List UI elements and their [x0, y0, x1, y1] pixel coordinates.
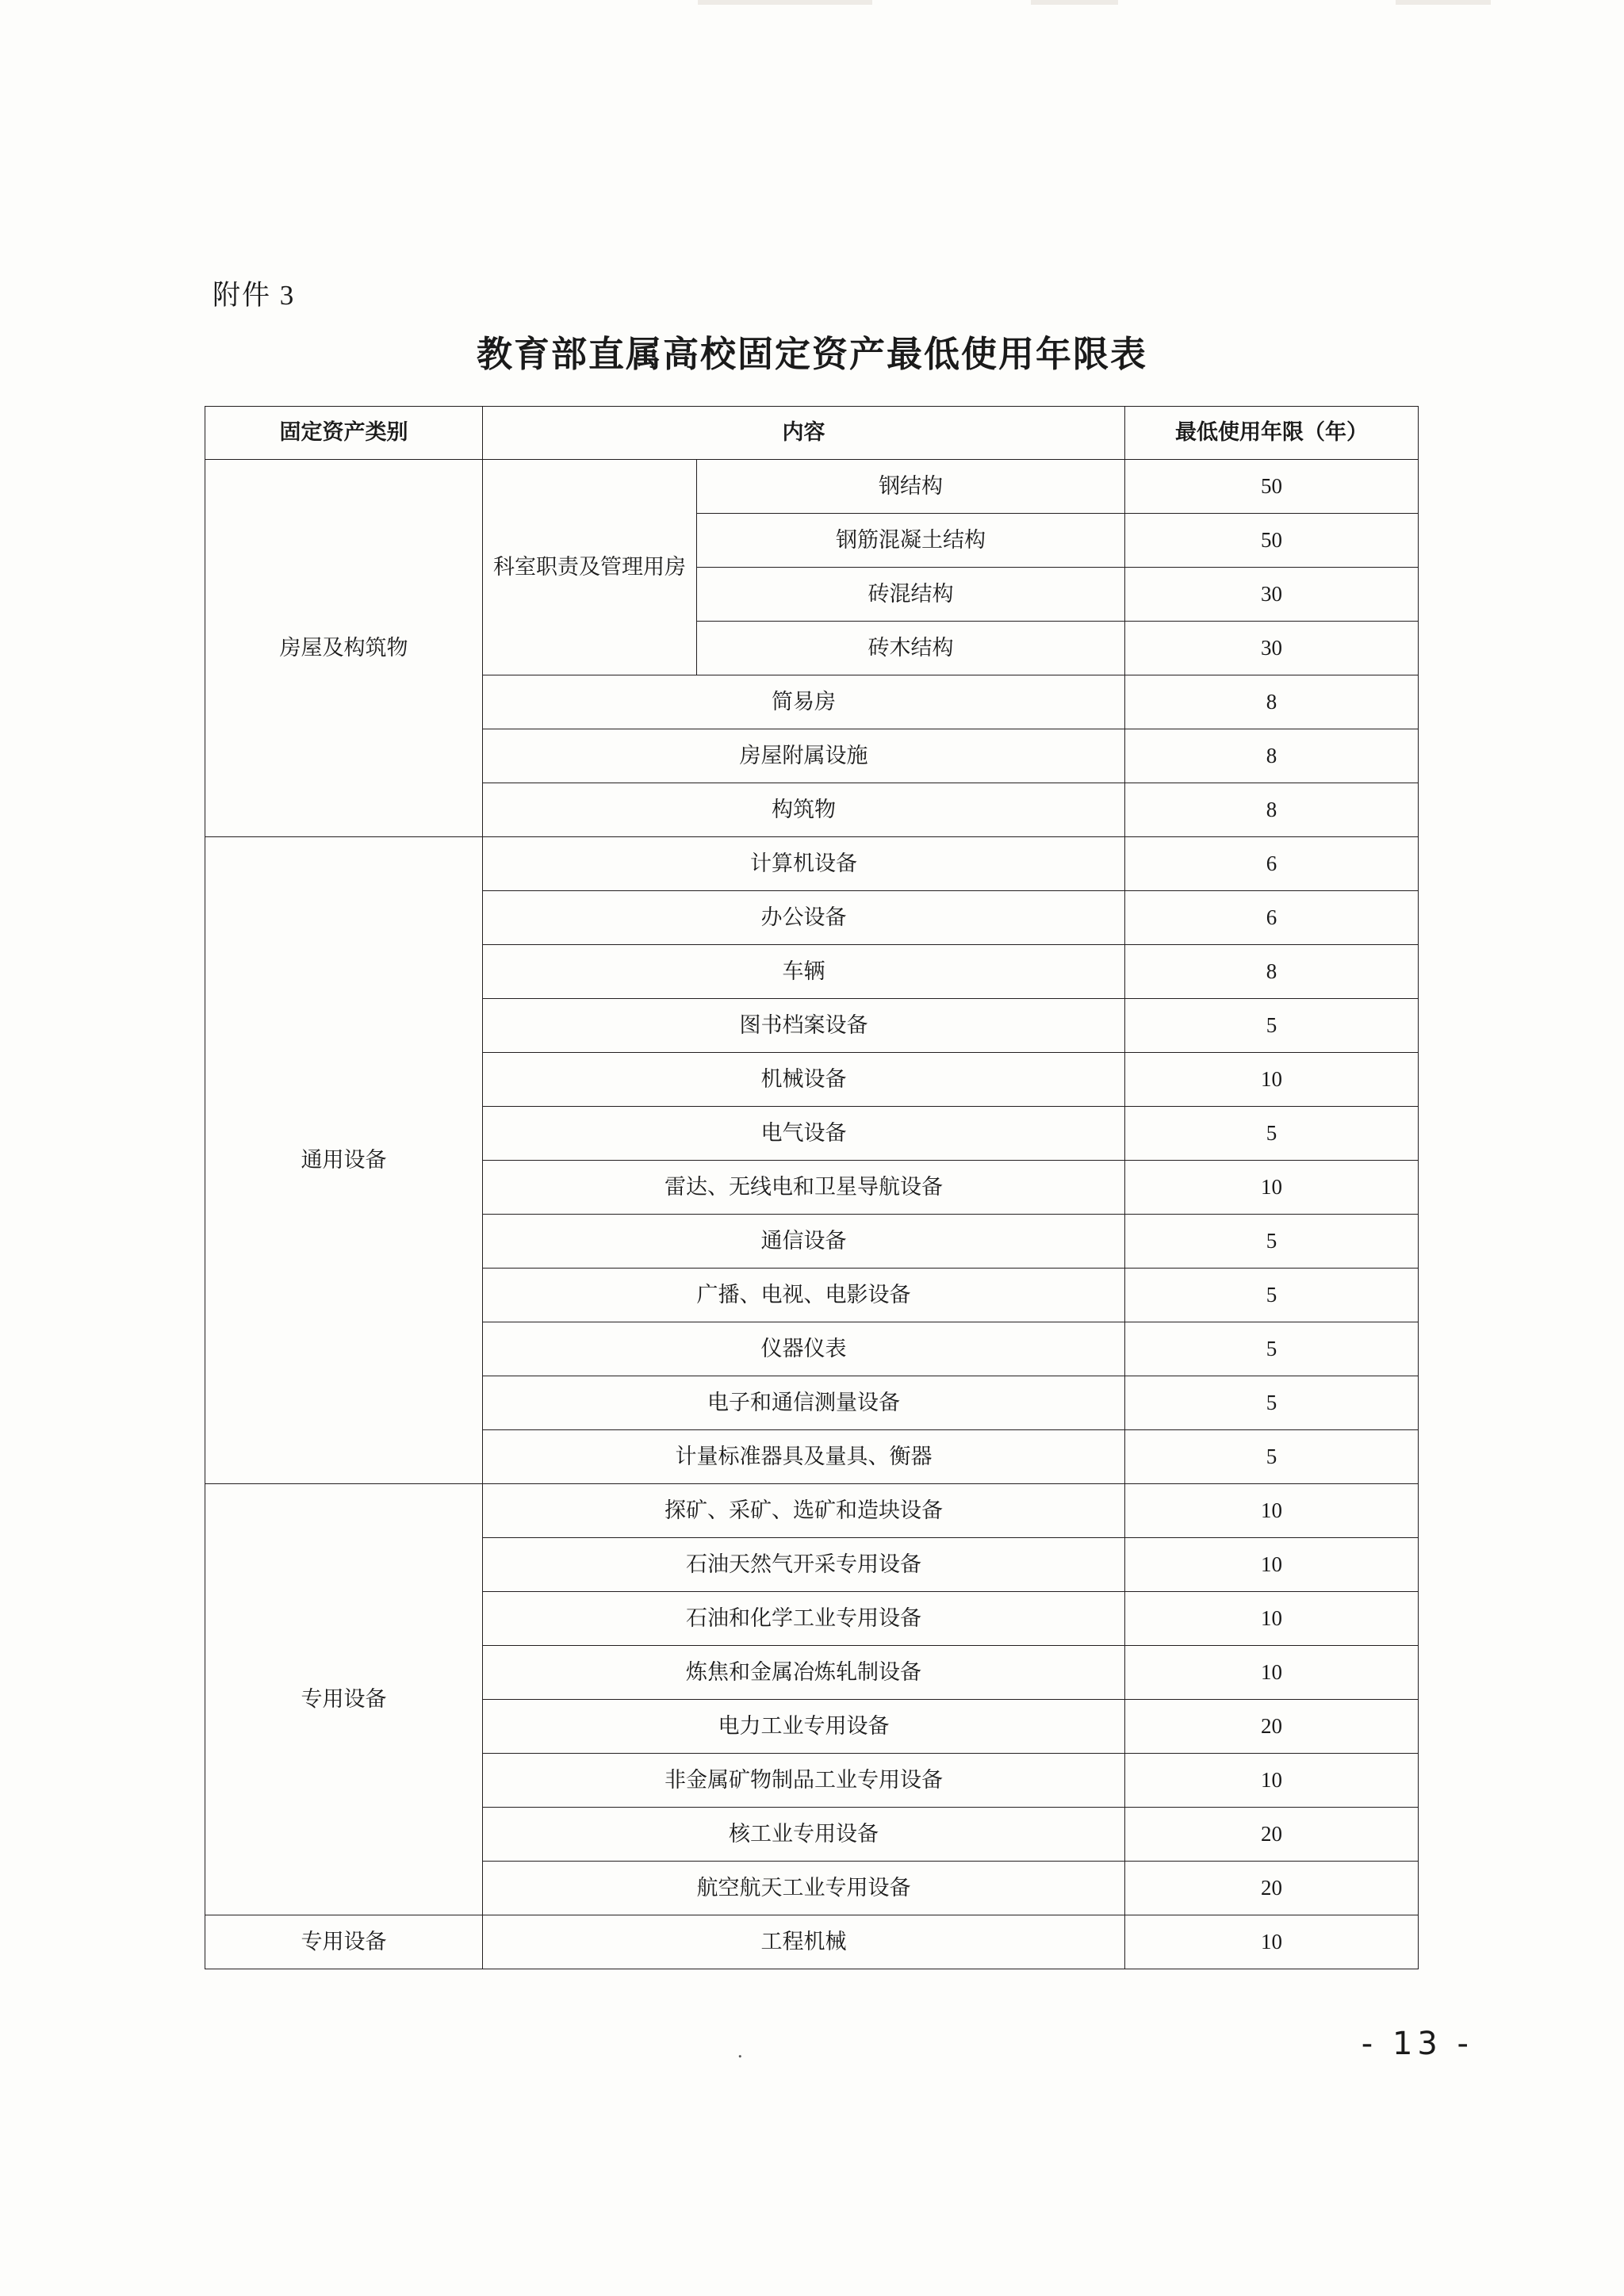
years-cell: 20: [1125, 1700, 1419, 1754]
table-header-row: [205, 407, 1419, 460]
item-cell: 核工业专用设备: [483, 1808, 1125, 1862]
years-cell: 50: [1125, 514, 1419, 568]
fixed-asset-life-table: [205, 406, 1419, 1969]
years-cell: 10: [1125, 1538, 1419, 1592]
years-cell: 5: [1125, 1430, 1419, 1484]
item-cell: 通信设备: [483, 1215, 1125, 1269]
item-cell: 办公设备: [483, 891, 1125, 945]
item-cell: 砖木结构: [697, 622, 1125, 675]
years-cell: 5: [1125, 1107, 1419, 1161]
category-cell: 专用设备: [205, 1915, 483, 1969]
column-header-content: 内容: [483, 407, 1125, 460]
years-cell: 10: [1125, 1484, 1419, 1538]
item-cell: 简易房: [483, 675, 1125, 729]
subgroup-cell: 科室职责及管理用房: [483, 460, 697, 675]
years-cell: 8: [1125, 729, 1419, 783]
years-cell: 30: [1125, 622, 1419, 675]
item-cell: 电力工业专用设备: [483, 1700, 1125, 1754]
table-row: [205, 1484, 1419, 1538]
item-cell: 构筑物: [483, 783, 1125, 837]
item-cell: 车辆: [483, 945, 1125, 999]
item-cell: 工程机械: [483, 1915, 1125, 1969]
page-title: 教育部直属高校固定资产最低使用年限表: [476, 333, 1147, 375]
item-cell: 雷达、无线电和卫星导航设备: [483, 1161, 1125, 1215]
item-cell: 广播、电视、电影设备: [483, 1269, 1125, 1322]
item-cell: 图书档案设备: [483, 999, 1125, 1053]
column-header-category: 固定资产类别: [205, 407, 483, 460]
item-cell: 仪器仪表: [483, 1322, 1125, 1376]
item-cell: 航空航天工业专用设备: [483, 1862, 1125, 1915]
item-cell: 非金属矿物制品工业专用设备: [483, 1754, 1125, 1808]
table-row: [205, 1915, 1419, 1969]
table-row: [205, 460, 1419, 514]
years-cell: 5: [1125, 1376, 1419, 1430]
scan-artifact: [1396, 0, 1491, 5]
years-cell: 8: [1125, 945, 1419, 999]
item-cell: 钢筋混凝土结构: [697, 514, 1125, 568]
years-cell: 5: [1125, 1322, 1419, 1376]
page-number: - 13 -: [1361, 2026, 1473, 2062]
item-cell: 计量标准器具及量具、衡器: [483, 1430, 1125, 1484]
item-cell: 钢结构: [697, 460, 1125, 514]
years-cell: 10: [1125, 1915, 1419, 1969]
years-cell: 20: [1125, 1808, 1419, 1862]
category-cell: 通用设备: [205, 837, 483, 1484]
years-cell: 10: [1125, 1592, 1419, 1646]
item-cell: 房屋附属设施: [483, 729, 1125, 783]
years-cell: 10: [1125, 1646, 1419, 1700]
page-center-mark: .: [737, 2039, 743, 2062]
item-cell: 计算机设备: [483, 837, 1125, 891]
years-cell: 30: [1125, 568, 1419, 622]
item-cell: 石油天然气开采专用设备: [483, 1538, 1125, 1592]
years-cell: 10: [1125, 1053, 1419, 1107]
item-cell: 电子和通信测量设备: [483, 1376, 1125, 1430]
years-cell: 5: [1125, 1215, 1419, 1269]
years-cell: 6: [1125, 891, 1419, 945]
scan-artifact: [698, 0, 872, 5]
table-row: [205, 837, 1419, 891]
scan-artifact: [1031, 0, 1118, 5]
years-cell: 5: [1125, 1269, 1419, 1322]
years-cell: 10: [1125, 1754, 1419, 1808]
years-cell: 10: [1125, 1161, 1419, 1215]
column-header-years: 最低使用年限（年）: [1125, 407, 1419, 460]
item-cell: 砖混结构: [697, 568, 1125, 622]
years-cell: 8: [1125, 783, 1419, 837]
years-cell: 8: [1125, 675, 1419, 729]
item-cell: 探矿、采矿、选矿和造块设备: [483, 1484, 1125, 1538]
item-cell: 炼焦和金属冶炼轧制设备: [483, 1646, 1125, 1700]
item-cell: 电气设备: [483, 1107, 1125, 1161]
years-cell: 50: [1125, 460, 1419, 514]
attachment-label: 附件 3: [213, 280, 296, 311]
category-cell: 房屋及构筑物: [205, 460, 483, 837]
years-cell: 6: [1125, 837, 1419, 891]
years-cell: 5: [1125, 999, 1419, 1053]
item-cell: 石油和化学工业专用设备: [483, 1592, 1125, 1646]
item-cell: 机械设备: [483, 1053, 1125, 1107]
years-cell: 20: [1125, 1862, 1419, 1915]
category-cell: 专用设备: [205, 1484, 483, 1915]
